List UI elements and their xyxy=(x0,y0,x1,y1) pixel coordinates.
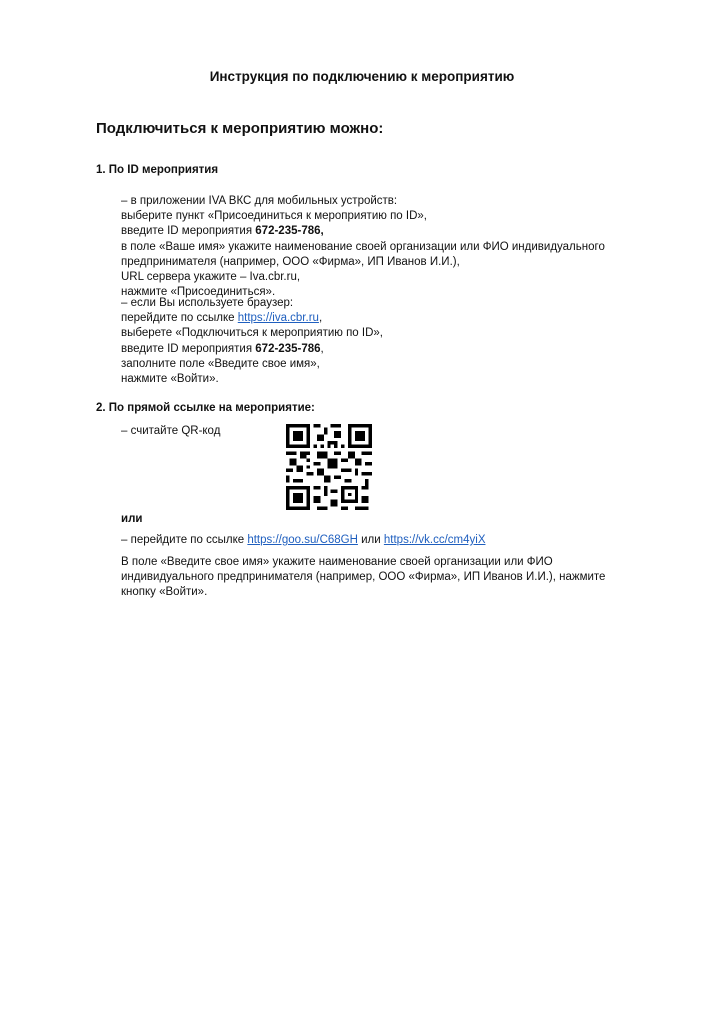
text-line: перейдите по ссылке https://iva.cbr.ru, xyxy=(121,312,323,325)
name-instructions xyxy=(121,555,681,601)
or-label: или xyxy=(121,513,143,525)
text-line: нажмите «Войти». xyxy=(121,373,219,386)
text-line: введите ID мероприятия 672-235-786, xyxy=(121,225,324,238)
text-line: заполните поле «Введите свое имя», xyxy=(121,357,320,370)
direct-links xyxy=(121,533,681,548)
goo-link[interactable]: https://goo.su/C68GH xyxy=(247,534,358,546)
text-line: В поле «Введите свое имя» укажите наименование своей организации или ФИО xyxy=(121,556,553,568)
event-id: 672-235-786, xyxy=(255,225,324,238)
text-line: введите ID мероприятия 672-235-786, xyxy=(121,342,324,355)
text-line: в поле «Ваше имя» укажите наименование своей организации или ФИО индивидуального xyxy=(121,240,605,253)
section1-heading: 1. По ID мероприятия xyxy=(96,164,219,176)
text-line: – перейдите по ссылке https://goo.su/C68GH или https://vk.cc/cm4yiX xyxy=(121,534,486,546)
text-line: выберете «Подключиться к мероприятию по ID», xyxy=(121,327,383,340)
text-line: выберите пункт «Присоединиться к мероприятию по ID», xyxy=(121,210,427,223)
text-line: – в приложении IVA ВКС для мобильных устройств: xyxy=(121,195,398,207)
text-line: индивидуального предпринимателя (например, ООО «Фирма», ИП Иванов И.И.), нажмите xyxy=(121,571,606,584)
text-line: URL сервера укажите – Iva.cbr.ru, xyxy=(121,271,301,284)
browser-instructions xyxy=(121,296,681,387)
iva-link[interactable]: https://iva.cbr.ru xyxy=(237,312,319,325)
text-line: нажмите «Присоединиться». xyxy=(121,286,276,299)
text-line: – если Вы используете браузер: xyxy=(121,297,294,309)
vk-link[interactable]: https://vk.cc/cm4yiX xyxy=(383,534,486,546)
main-heading: Подключиться к мероприятию можно: xyxy=(96,120,384,137)
qr-code-image[interactable] xyxy=(286,424,372,510)
mobile-instructions xyxy=(121,194,681,300)
text-line: кнопку «Войти». xyxy=(121,586,208,599)
section2-heading: 2. По прямой ссылке на мероприятие: xyxy=(96,402,315,414)
text-line: предпринимателя (например, ООО «Фирма», ИП Иванов И.И.), xyxy=(121,255,460,268)
event-id: 672-235-786 xyxy=(255,342,321,355)
qr-instruction: – считайте QR-код xyxy=(121,425,221,437)
document-title: Инструкция по подключению к мероприятию xyxy=(209,69,515,84)
